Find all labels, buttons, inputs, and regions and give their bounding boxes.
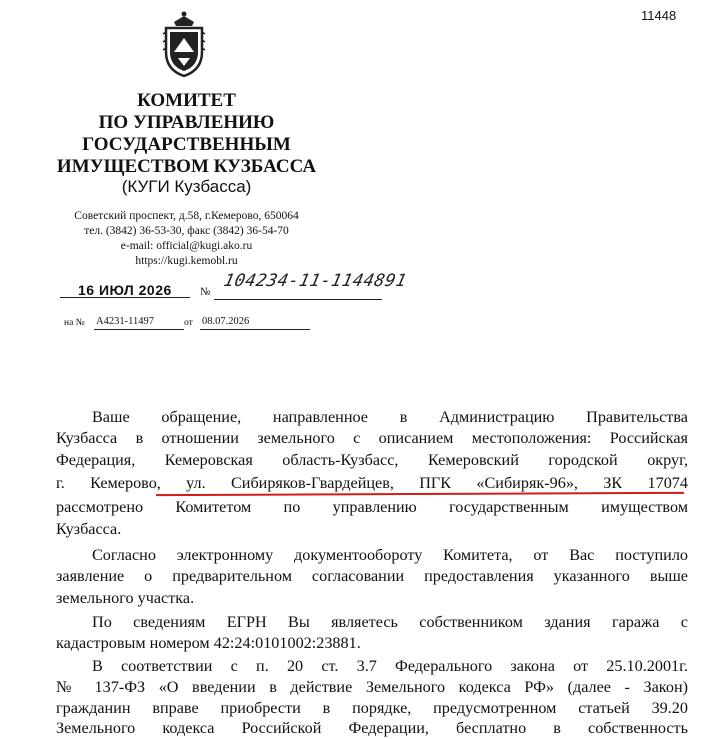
- phone-fax-line: тел. (3842) 36-53-30, факс (3842) 36-54-70: [84, 225, 289, 237]
- body-line: По сведениям ЕГРН Вы являетесь собственником здания гаража с: [92, 613, 688, 631]
- body-line: земельного участка.: [56, 589, 195, 607]
- org-name-line: ИМУЩЕСТВОМ КУЗБАССА: [56, 156, 317, 177]
- reference-date: 08.07.2026: [202, 316, 250, 327]
- reference-number-underline: [94, 329, 184, 330]
- date-underline: [60, 297, 190, 298]
- body-line: Федерация, Кемеровская область-Кузбасс, Кемеровский городской округ,: [56, 451, 688, 469]
- body-line: № 137-ФЗ «О введении в действие Земельного кодекса РФ» (далее - Закон): [56, 678, 688, 696]
- document-number: 11448: [641, 8, 677, 23]
- reference-date-underline: [200, 329, 310, 330]
- body-line: кадастровым номером 42:24:0101002:23881.: [56, 634, 361, 652]
- reference-label: на №: [64, 318, 85, 328]
- body-line-highlighted: г. Кемерово, ул. Сибиряков-Гвардейцев, ПГК «Сибиряк-96», ЗК 17074: [56, 474, 688, 492]
- handwritten-registration-number: 104234-11-1144891: [221, 271, 409, 291]
- body-line: гражданин вправе приобрести в порядке, предусмотренном статьей 39.20: [56, 699, 688, 717]
- org-abbreviation: (КУГИ Кузбасса): [121, 177, 252, 196]
- body-line: В соответствии с п. 20 ст. 3.7 Федерального закона от 25.10.2001г.: [92, 657, 688, 675]
- number-underline: [214, 299, 382, 300]
- address-line: Советский проспект, д.58, г.Кемерово, 650064: [74, 210, 299, 222]
- body-line: рассмотрено Комитетом по управлению государственным имуществом: [56, 498, 688, 516]
- org-name-line: КОМИТЕТ: [137, 90, 236, 111]
- coat-of-arms-emblem: [160, 8, 208, 78]
- org-name-line: ГОСУДАРСТВЕННЫМ: [82, 134, 291, 155]
- number-label: №: [200, 286, 211, 298]
- website-line: https://kugi.kemobl.ru: [135, 255, 238, 267]
- body-line: Согласно электронному документообороту Комитета, от Вас поступило: [92, 546, 688, 564]
- outgoing-date-stamp: 16 ИЮЛ 2026: [78, 282, 172, 298]
- org-name-line: ПО УПРАВЛЕНИЮ: [98, 112, 275, 133]
- body-line: Земельного кодекса Российской Федерации, бесплатно в собственность: [56, 719, 688, 737]
- body-line: Кузбасса в отношении земельного с описанием местоположения: Российская: [56, 429, 688, 447]
- reference-number: А4231-11497: [96, 316, 154, 327]
- body-line: заявление о предварительном согласовании предоставления указанного выше: [56, 567, 688, 585]
- body-line: Кузбасса.: [56, 520, 122, 538]
- body-line: Ваше обращение, направленное в Администрацию Правительства: [92, 408, 688, 426]
- reference-from-label: от: [184, 318, 193, 328]
- email-line: e-mail: official@kugi.ako.ru: [120, 240, 253, 252]
